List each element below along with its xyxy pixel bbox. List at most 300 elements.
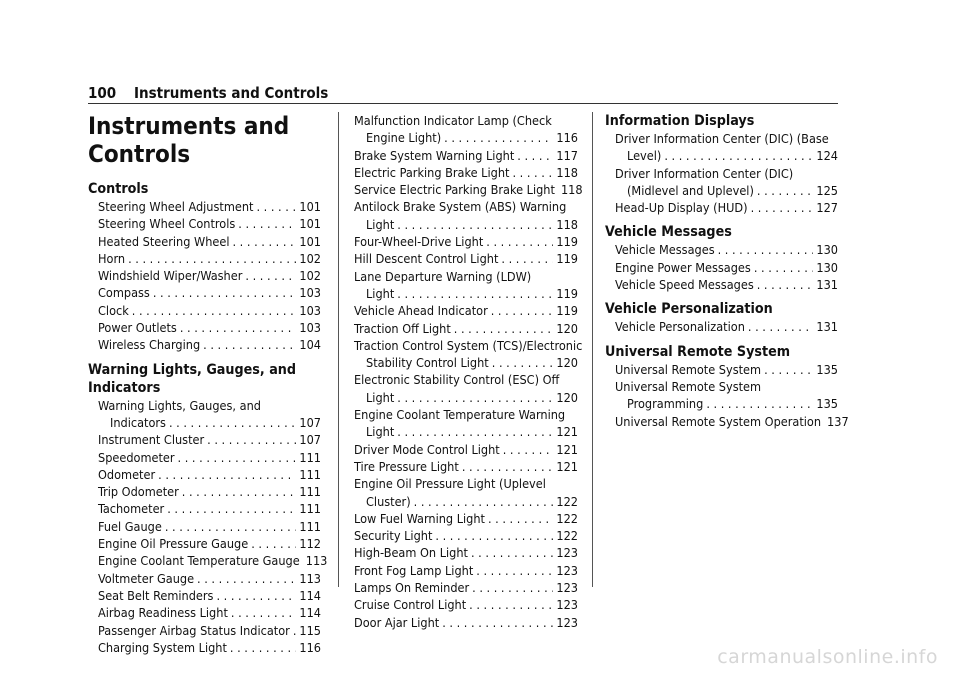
toc-page-number: 123 bbox=[556, 597, 578, 613]
dot-leader bbox=[182, 483, 297, 500]
toc-page-number: 101 bbox=[299, 216, 321, 232]
toc-entry[interactable] bbox=[354, 562, 578, 579]
toc-page-number: 123 bbox=[556, 562, 578, 578]
toc-page-number: 119 bbox=[556, 234, 578, 250]
toc-entry-text: Airbag Readiness Light bbox=[98, 605, 228, 621]
toc-entry-text: Head-Up Display (HUD) bbox=[615, 200, 748, 216]
toc-entry-text: (Midlevel and Uplevel) bbox=[627, 182, 754, 198]
toc-entry-line bbox=[354, 233, 578, 250]
toc-entry[interactable] bbox=[615, 199, 838, 216]
toc-entry-line bbox=[98, 284, 321, 301]
dot-leader bbox=[471, 544, 553, 561]
toc-page-number: 115 bbox=[299, 622, 321, 638]
toc-entry-line bbox=[615, 413, 849, 430]
toc-page-number: 131 bbox=[816, 277, 838, 293]
toc-entry-text: Lamps On Reminder bbox=[354, 580, 470, 596]
toc-entry-line bbox=[354, 544, 578, 561]
toc-entry[interactable] bbox=[354, 406, 578, 441]
toc-entry-text: Vehicle Speed Messages bbox=[615, 277, 754, 293]
toc-entry-text: Hill Descent Control Light bbox=[354, 251, 499, 267]
toc-entry[interactable] bbox=[354, 544, 578, 561]
toc-entry[interactable] bbox=[98, 233, 321, 250]
toc-entry-line bbox=[98, 535, 321, 552]
toc-entry-line bbox=[354, 129, 578, 146]
toc-entry-line bbox=[98, 639, 321, 656]
toc-page-number: 130 bbox=[816, 242, 838, 258]
toc-entry-line bbox=[98, 449, 321, 466]
toc-entry-text: Power Outlets bbox=[98, 320, 177, 336]
toc-entry-text: Front Fog Lamp Light bbox=[354, 562, 474, 578]
toc-entry-line bbox=[354, 527, 578, 544]
toc-entry-line bbox=[98, 215, 321, 232]
toc-entry-text: Tire Pressure Light bbox=[354, 458, 459, 474]
watermark: carmanualsonline.info bbox=[717, 646, 938, 668]
dot-leader bbox=[491, 302, 554, 319]
toc-entry[interactable] bbox=[98, 483, 321, 500]
toc-entry-text: Engine Coolant Temperature Warning bbox=[354, 407, 566, 423]
toc-entry[interactable] bbox=[354, 302, 578, 319]
toc-entry-line bbox=[354, 562, 578, 579]
toc-entry-line bbox=[615, 182, 838, 199]
toc-entry-line bbox=[98, 319, 321, 336]
toc-page-number: 111 bbox=[299, 518, 321, 534]
toc-entry-text: Voltmeter Gauge bbox=[98, 570, 195, 586]
page-title: Instruments and Controls bbox=[88, 112, 290, 168]
toc-entry-line bbox=[354, 337, 583, 354]
dot-leader bbox=[251, 535, 296, 552]
toc-entry-text: Four-Wheel-Drive Light bbox=[354, 234, 484, 250]
toc-entry-text: Driver Information Center (DIC) (Base bbox=[615, 131, 829, 146]
dot-leader bbox=[718, 241, 814, 258]
toc-entry-text: Light bbox=[366, 424, 395, 440]
dot-leader bbox=[153, 284, 297, 301]
toc-page-number: 120 bbox=[556, 355, 578, 371]
toc-entry-text: Light bbox=[366, 285, 395, 301]
toc-entry-line bbox=[98, 336, 321, 353]
toc-entry-line bbox=[98, 198, 321, 215]
dot-leader bbox=[167, 500, 296, 517]
toc-entry[interactable] bbox=[354, 320, 578, 337]
toc-entry-line bbox=[354, 268, 578, 285]
dot-leader bbox=[203, 336, 296, 353]
toc-entry-line bbox=[98, 622, 321, 639]
toc-list bbox=[605, 318, 838, 335]
dot-leader bbox=[397, 285, 553, 302]
toc-entry-text: Lane Departure Warning (LDW) bbox=[354, 268, 532, 284]
toc-entry-text: Programming bbox=[627, 396, 704, 412]
toc-entry[interactable] bbox=[354, 458, 578, 475]
toc-entry-text: Horn bbox=[98, 250, 126, 266]
toc-page-number: 121 bbox=[556, 424, 578, 440]
toc-entry[interactable] bbox=[98, 466, 321, 483]
toc-entry-text: Fuel Gauge bbox=[98, 518, 162, 534]
dot-leader bbox=[486, 233, 553, 250]
toc-entry[interactable] bbox=[98, 302, 321, 319]
section-heading: Warning Lights, Gauges, and Indicators bbox=[88, 361, 297, 396]
toc-list bbox=[354, 112, 583, 631]
dot-leader bbox=[748, 318, 813, 335]
page-number: 100 bbox=[88, 84, 117, 102]
toc-entry-text: Security Light bbox=[354, 528, 433, 544]
dot-leader bbox=[764, 361, 813, 378]
running-header-title: Instruments and Controls bbox=[134, 84, 329, 102]
toc-list bbox=[605, 361, 849, 430]
toc-entry-text: Service Electric Parking Brake Light bbox=[354, 182, 555, 198]
toc-entry-text: Low Fuel Warning Light bbox=[354, 510, 485, 526]
toc-entry[interactable] bbox=[98, 449, 321, 466]
toc-page-number: 103 bbox=[299, 320, 321, 336]
toc-entry-line bbox=[354, 406, 578, 423]
toc-page-number: 113 bbox=[299, 570, 321, 586]
toc-entry-text: Brake System Warning Light bbox=[354, 147, 515, 163]
toc-entry-line bbox=[615, 259, 838, 276]
dot-leader bbox=[132, 302, 297, 319]
toc-entry[interactable] bbox=[354, 337, 583, 372]
toc-entry-line bbox=[98, 414, 321, 431]
dot-leader bbox=[207, 431, 296, 448]
toc-entry-text: Tachometer bbox=[98, 501, 165, 517]
toc-list bbox=[88, 198, 321, 354]
toc-entry-text: Warning Lights, Gauges, and bbox=[98, 397, 261, 413]
toc-entry[interactable] bbox=[615, 259, 838, 276]
toc-entry-text: Vehicle Personalization bbox=[615, 319, 745, 335]
toc-entry-line bbox=[98, 267, 321, 284]
toc-entry[interactable] bbox=[354, 268, 578, 303]
toc-entry-text: Universal Remote System Operation bbox=[615, 413, 822, 429]
toc-entry-text: Vehicle Messages bbox=[615, 242, 715, 258]
toc-entry-line bbox=[354, 216, 578, 233]
toc-entry[interactable] bbox=[98, 604, 321, 621]
toc-entry-line bbox=[615, 378, 838, 395]
toc-page-number: 121 bbox=[556, 458, 578, 474]
toc-entry-line bbox=[354, 475, 578, 492]
toc-page-number: 122 bbox=[556, 528, 578, 544]
toc-entry-line bbox=[615, 361, 838, 378]
toc-entry[interactable] bbox=[98, 250, 321, 267]
toc-page-number: 103 bbox=[299, 302, 321, 318]
dot-leader bbox=[444, 129, 553, 146]
toc-entry-line bbox=[354, 423, 578, 440]
toc-entry-text: Steering Wheel Adjustment bbox=[98, 199, 254, 214]
toc-page-number: 122 bbox=[556, 493, 578, 509]
toc-entry[interactable] bbox=[354, 181, 583, 198]
toc-entry-line bbox=[615, 395, 838, 412]
toc-page-number: 135 bbox=[816, 361, 838, 377]
toc-entry-line bbox=[98, 431, 321, 448]
toc-entry-text: Light bbox=[366, 389, 395, 405]
toc-page-number: 118 bbox=[560, 182, 583, 198]
dot-leader bbox=[442, 614, 553, 631]
dot-leader bbox=[751, 199, 814, 216]
column-divider bbox=[338, 112, 339, 587]
toc-entry-line bbox=[98, 483, 321, 500]
toc-entry-line bbox=[354, 371, 578, 388]
toc-entry-text: Cruise Control Light bbox=[354, 597, 467, 613]
dot-leader bbox=[512, 164, 553, 181]
toc-entry[interactable] bbox=[354, 198, 578, 233]
toc-page-number: 111 bbox=[299, 501, 321, 517]
dot-leader bbox=[169, 414, 296, 431]
toc-entry-line bbox=[615, 318, 838, 335]
dot-leader bbox=[454, 320, 554, 337]
dot-leader bbox=[503, 441, 554, 458]
toc-entry[interactable] bbox=[354, 233, 578, 250]
toc-list bbox=[605, 130, 838, 216]
toc-entry-line bbox=[354, 285, 578, 302]
toc-entry-line bbox=[354, 441, 578, 458]
toc-entry-line bbox=[615, 147, 838, 164]
dot-leader bbox=[245, 267, 296, 284]
dot-leader bbox=[197, 570, 296, 587]
toc-entry[interactable] bbox=[615, 276, 838, 293]
toc-entry-text: Seat Belt Reminders bbox=[98, 587, 214, 603]
toc-entry-text: Windshield Wiper/Washer bbox=[98, 268, 243, 284]
toc-entry-line bbox=[98, 587, 321, 604]
dot-leader bbox=[488, 510, 553, 527]
toc-page-number: 116 bbox=[556, 130, 578, 146]
toc-entry-line bbox=[354, 302, 578, 319]
toc-entry-line bbox=[98, 233, 321, 250]
toc-entry-text: Electric Parking Brake Light bbox=[354, 164, 510, 180]
toc-entry-text: Wireless Charging bbox=[98, 337, 201, 353]
toc-entry-text: Indicators bbox=[110, 414, 166, 430]
toc-page-number: 118 bbox=[556, 216, 578, 232]
toc-entry[interactable] bbox=[354, 250, 578, 267]
toc-entry[interactable] bbox=[98, 622, 321, 639]
toc-entry[interactable] bbox=[615, 378, 838, 413]
toc-page-number: 123 bbox=[556, 614, 578, 630]
dot-leader bbox=[397, 389, 553, 406]
toc-page-number: 111 bbox=[299, 449, 321, 465]
dot-leader bbox=[754, 259, 814, 276]
toc-entry[interactable] bbox=[615, 361, 838, 378]
toc-page-number: 119 bbox=[556, 285, 578, 301]
toc-entry-line bbox=[354, 614, 578, 631]
toc-entry-line bbox=[354, 198, 578, 215]
toc-entry[interactable] bbox=[615, 165, 838, 200]
dot-leader bbox=[435, 527, 553, 544]
toc-page-number: 119 bbox=[556, 303, 578, 319]
toc-list bbox=[605, 241, 838, 293]
dot-leader bbox=[180, 319, 297, 336]
toc-entry-text: Malfunction Indicator Lamp (Check bbox=[354, 113, 552, 128]
dot-leader bbox=[178, 449, 297, 466]
toc-page-number: 119 bbox=[556, 251, 578, 267]
toc-page-number: 107 bbox=[299, 432, 321, 448]
toc-page-number: 107 bbox=[299, 414, 321, 430]
section-heading: Universal Remote System bbox=[605, 343, 791, 360]
toc-entry-line bbox=[354, 147, 578, 164]
dot-leader bbox=[517, 147, 553, 164]
toc-entry-text: Universal Remote System bbox=[615, 361, 762, 377]
column-divider bbox=[592, 112, 593, 587]
toc-entry-line bbox=[615, 165, 838, 182]
dot-leader bbox=[165, 518, 297, 535]
section-heading: Information Displays bbox=[605, 113, 755, 129]
toc-entry-text: Level) bbox=[627, 148, 662, 164]
toc-entry-line bbox=[615, 241, 838, 258]
dot-leader bbox=[414, 493, 554, 510]
toc-entry-line bbox=[98, 604, 321, 621]
toc-entry-text: Engine Oil Pressure Light (Uplevel bbox=[354, 476, 546, 492]
toc-entry[interactable] bbox=[98, 319, 321, 336]
dot-leader bbox=[664, 147, 813, 164]
toc-page-number: 114 bbox=[299, 605, 321, 621]
dot-leader bbox=[492, 354, 554, 371]
toc-entry[interactable] bbox=[354, 475, 578, 510]
toc-entry-text: High-Beam On Light bbox=[354, 545, 468, 561]
dot-leader bbox=[469, 596, 553, 613]
toc-page-number: 101 bbox=[299, 199, 321, 214]
toc-entry-line bbox=[98, 500, 321, 517]
toc-entry-line bbox=[354, 250, 578, 267]
toc-page-number: 103 bbox=[299, 285, 321, 301]
toc-page-number: 120 bbox=[556, 389, 578, 405]
toc-entry[interactable] bbox=[354, 112, 578, 147]
toc-entry-text: Clock bbox=[98, 302, 129, 318]
toc-entry-line bbox=[354, 458, 578, 475]
toc-entry[interactable] bbox=[615, 318, 838, 335]
dot-leader bbox=[231, 604, 296, 621]
dot-leader bbox=[397, 216, 553, 233]
toc-page-number: 121 bbox=[556, 441, 578, 457]
toc-entry[interactable] bbox=[354, 527, 578, 544]
dot-leader bbox=[238, 215, 296, 232]
toc-page-number: 131 bbox=[816, 319, 838, 335]
dot-leader bbox=[472, 579, 553, 596]
toc-page-number: 112 bbox=[299, 536, 321, 552]
section-heading: Controls bbox=[88, 181, 149, 197]
toc-entry[interactable] bbox=[98, 518, 321, 535]
toc-entry[interactable] bbox=[354, 164, 578, 181]
toc-entry[interactable] bbox=[98, 397, 321, 432]
toc-page-number: 120 bbox=[556, 320, 578, 336]
dot-leader bbox=[256, 198, 296, 215]
toc-page-number: 111 bbox=[299, 466, 321, 482]
toc-entry[interactable] bbox=[354, 147, 578, 164]
toc-entry-text: Odometer bbox=[98, 466, 156, 482]
toc-page-number: 102 bbox=[299, 250, 321, 266]
dot-leader bbox=[476, 562, 553, 579]
toc-entry-text: Driver Mode Control Light bbox=[354, 441, 500, 457]
toc-entry[interactable] bbox=[98, 284, 321, 301]
toc-page-number: 104 bbox=[299, 337, 321, 353]
toc-page-number: 116 bbox=[299, 639, 321, 655]
toc-entry-line bbox=[354, 389, 578, 406]
toc-page-number: 101 bbox=[299, 233, 321, 249]
dot-leader bbox=[230, 639, 296, 656]
dot-leader bbox=[216, 587, 296, 604]
dot-leader bbox=[501, 250, 553, 267]
toc-entry-line bbox=[98, 250, 321, 267]
toc-entry-line bbox=[354, 164, 578, 181]
toc-page-number: 135 bbox=[816, 396, 838, 412]
section-heading: Vehicle Messages bbox=[605, 224, 732, 241]
toc-entry[interactable] bbox=[354, 441, 578, 458]
dot-leader bbox=[397, 423, 553, 440]
toc-page-number: 137 bbox=[827, 413, 849, 429]
toc-entry-line bbox=[354, 510, 578, 527]
toc-entry[interactable] bbox=[98, 587, 321, 604]
toc-page-number: 130 bbox=[816, 259, 838, 275]
toc-entry[interactable] bbox=[98, 215, 321, 232]
toc-page-number: 117 bbox=[556, 147, 578, 163]
toc-entry[interactable] bbox=[615, 413, 849, 430]
toc-page-number: 127 bbox=[816, 200, 838, 216]
toc-entry[interactable] bbox=[98, 535, 321, 552]
toc-entry-line bbox=[98, 570, 321, 587]
toc-entry-text: Heated Steering Wheel bbox=[98, 233, 230, 249]
toc-entry-line bbox=[354, 320, 578, 337]
toc-entry-line bbox=[354, 493, 578, 510]
toc-entry-text: Door Ajar Light bbox=[354, 614, 440, 630]
section-heading: Vehicle Personalization bbox=[605, 301, 773, 318]
toc-entry[interactable] bbox=[98, 570, 321, 587]
toc-entry-text: Cluster) bbox=[366, 493, 411, 509]
toc-entry-text: Engine Oil Pressure Gauge bbox=[98, 536, 249, 552]
toc-column-2 bbox=[354, 112, 583, 631]
toc-entry[interactable] bbox=[615, 241, 838, 258]
toc-entry[interactable] bbox=[98, 639, 321, 656]
toc-entry-line bbox=[98, 302, 321, 319]
toc-entry-text: Stability Control Light bbox=[366, 355, 489, 371]
toc-entry-text: Passenger Airbag Status Indicator bbox=[98, 622, 290, 638]
toc-page-number: 114 bbox=[299, 587, 321, 603]
header-rule bbox=[88, 103, 838, 104]
toc-entry[interactable] bbox=[354, 579, 578, 596]
toc-entry-line bbox=[98, 518, 321, 535]
toc-entry[interactable] bbox=[354, 596, 578, 613]
toc-entry[interactable] bbox=[98, 500, 321, 517]
toc-entry-text: Instrument Cluster bbox=[98, 432, 205, 448]
toc-page-number: 125 bbox=[816, 182, 838, 198]
toc-page-number: 118 bbox=[556, 164, 578, 180]
toc-entry[interactable] bbox=[98, 198, 321, 215]
toc-entry-text: Speedometer bbox=[98, 449, 175, 465]
toc-page-number: 124 bbox=[816, 148, 838, 164]
toc-entry[interactable] bbox=[354, 510, 578, 527]
toc-entry-text: Charging System Light bbox=[98, 639, 227, 655]
toc-entry[interactable] bbox=[98, 267, 321, 284]
toc-entry-line bbox=[98, 397, 321, 414]
running-header bbox=[88, 84, 328, 102]
dot-leader bbox=[757, 276, 814, 293]
toc-column-1 bbox=[88, 112, 328, 656]
toc-entry-text: Traction Control System (TCS)/Electronic bbox=[354, 337, 583, 353]
toc-page-number: 102 bbox=[299, 268, 321, 284]
dot-leader bbox=[706, 395, 813, 412]
toc-entry-line bbox=[354, 112, 578, 129]
toc-entry[interactable] bbox=[98, 552, 328, 569]
toc-list bbox=[88, 397, 328, 656]
toc-entry-text: Trip Odometer bbox=[98, 484, 179, 500]
toc-entry-text: Universal Remote System bbox=[615, 378, 762, 394]
toc-entry-line bbox=[98, 552, 328, 569]
toc-entry-text: Light bbox=[366, 216, 395, 232]
toc-entry[interactable] bbox=[98, 431, 321, 448]
dot-leader bbox=[158, 466, 296, 483]
toc-entry-line bbox=[615, 276, 838, 293]
toc-entry[interactable] bbox=[615, 130, 838, 165]
dot-leader bbox=[128, 250, 296, 267]
dot-leader bbox=[232, 233, 296, 250]
toc-entry-line bbox=[615, 130, 838, 147]
toc-entry[interactable] bbox=[98, 336, 321, 353]
toc-entry-line bbox=[615, 199, 838, 216]
toc-column-3 bbox=[605, 112, 849, 430]
toc-entry[interactable] bbox=[354, 371, 578, 406]
toc-entry[interactable] bbox=[354, 614, 578, 631]
